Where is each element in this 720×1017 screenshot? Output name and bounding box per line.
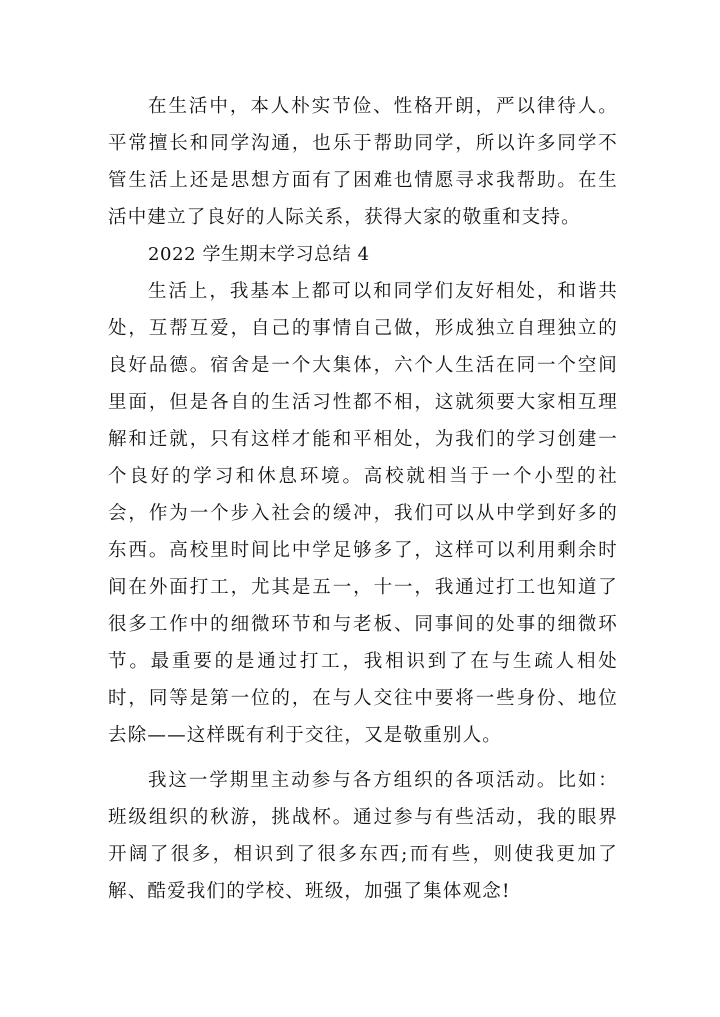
paragraph-activities: 我这一学期里主动参与各方组织的各项活动。比如：班级组织的秋游，挑战杯。通过参与有些活动，我的眼界开阔了很多，相识到了很多东西;而有些，则使我更加了解、酷爱我们的学校、班级，加强了集体观念! [108, 770, 618, 902]
section-heading: 2022 学生期末学习总结 4 [148, 244, 370, 265]
paragraph-dorm-life: 生活上，我基本上都可以和同学们友好相处，和谐共处，互帮互爱，自己的事情自己做，形成独立自理独立的良好品德。宿舍是一个大集体，六个人生活在同一个空间里面，但是各自的生活习性都不相，这就须要大家相互理解和迁就，只有这样才能和平相处，为我们的学习创建一个良好的学习和休息环境。高校就相当于一个小型的社会，作为一个步入社会的缓冲，我们可以从中学到好多的东西。高校里时间比中学足够多了，这样可以利用剩余时间在外面打工，尤其是五一，十一，我通过打工也知道了很多工作中的细微环节和与老板、同事间的处事的细微环节。最重要的是通过打工，我相识到了在与生疏人相处时，同等是第一位的，在与人交往中要将一些身份、地位去除——这样既有利于交往，又是敬重别人。 [108, 281, 618, 746]
paragraph-life-character: 在生活中，本人朴实节俭、性格开朗，严以律待人。平常擅长和同学沟通，也乐于帮助同学，所以许多同学不管生活上还是思想方面有了困难也情愿寻求我帮助。在生活中建立了良好的人际关系，获得大家的敬重和支持。 [108, 96, 618, 228]
document-body [108, 88, 618, 910]
